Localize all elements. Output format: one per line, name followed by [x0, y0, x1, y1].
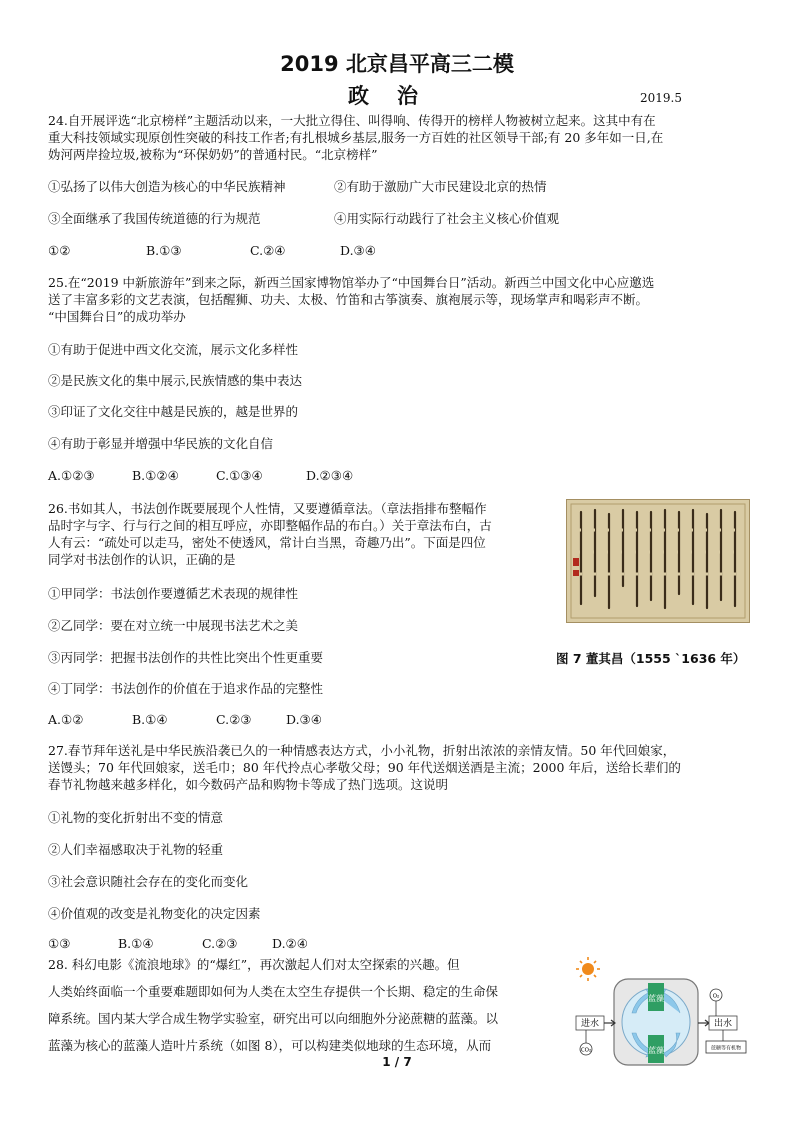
o2-label: O₂ [712, 993, 720, 1000]
exam-title: 2019 北京昌平高三二模 [280, 52, 514, 76]
q25-choice-b: B.①②④ [132, 468, 179, 483]
q24-item: ③全面继承了我国传统道德的行为规范 [48, 211, 261, 226]
artificial-leaf-diagram [566, 955, 752, 1067]
q27-item: ①礼物的变化折射出不变的情意 [48, 810, 224, 825]
q25-item: ①有助于促进中西文化交流，展示文化多样性 [48, 342, 299, 357]
q26-item: ③丙同学：把握书法创作的共性比突出个性更重要 [48, 650, 324, 665]
q25-item: ④有助于彰显并增强中华民族的文化自信 [48, 436, 274, 451]
q26-choice-b: B.①④ [132, 712, 168, 727]
q28-stem-line: 障系统。国内某大学合成生物学实验室，研究出可以向细胞外分泌蔗糖的蓝藻。以 [48, 1011, 499, 1026]
q24-stem-line: 24.自开展评选“北京榜样”主题活动以来，一大批立得住、叫得响、传得开的榜样人物被树立起来。这其中有在 [48, 113, 656, 128]
q27-choice-d: D.②④ [272, 936, 308, 951]
q27-item: ③社会意识随社会存在的变化而变化 [48, 874, 249, 889]
q28-stem-line: 28. 科幻电影《流浪地球》的“爆红”，再次激起人们对太空探索的兴趣。但 [48, 957, 460, 972]
q26-item: ②乙同学：要在对立统一中展现书法艺术之美 [48, 618, 299, 633]
outflow-label: 出水 [713, 1019, 733, 1029]
q25-stem-line: 25.在“2019 中新旅游年”到来之际，新西兰国家博物馆举办了“中国舞台日”活动。新西兰中国文化中心应邀选 [48, 275, 655, 290]
co2-label: CO₂ [580, 1047, 592, 1054]
q24-stem-line: 重大科技领域实现原创性突破的科技工作者;有扎根城乡基层,服务一方百姓的社区领导干部;有 20 多年如一日,在 [48, 130, 664, 145]
q24-item: ②有助于激励广大市民建设北京的热情 [334, 179, 547, 194]
q24-stem-line: 妫河两岸捡垃圾,被称为“环保奶奶”的普通村民。“北京榜样” [48, 147, 378, 162]
exam-date: 2019.5 [640, 91, 682, 105]
calligraphy-painting [566, 499, 750, 623]
q26-choice-a: A.①② [48, 712, 84, 727]
q24-item: ①弘扬了以伟大创造为核心的中华民族精神 [48, 179, 286, 194]
leaf-system-diagram [566, 955, 752, 1067]
calligraphy-icon [567, 500, 749, 622]
q25-stem-line: 送了丰富多彩的文艺表演，包括醒狮、功夫、太极、竹笛和古筝演奏、旗袍展示等，现场掌声和喝彩声不断。 [48, 292, 649, 307]
q24-choice-c: C.②④ [250, 243, 286, 258]
q26-item: ④丁同学：书法创作的价值在于追求作品的完整性 [48, 681, 324, 696]
q27-stem-line: 春节礼物越来越多样化，如今数码产品和购物卡等成了热门选项。这说明 [48, 777, 449, 792]
sun-icon [576, 957, 600, 981]
q25-choice-a: A.①②③ [48, 468, 95, 483]
q24-choice-d: D.③④ [340, 243, 376, 258]
q26-stem-line: 同学对书法创作的认识，正确的是 [48, 552, 236, 567]
q25-choice-c: C.①③④ [216, 468, 263, 483]
q25-stem-line: “中国舞台日”的成功举办 [48, 309, 186, 324]
q27-choice-a: ①③ [48, 936, 71, 951]
q27-item: ④价值观的改变是礼物变化的决定因素 [48, 906, 261, 921]
q28-stem-line: 蓝藻为核心的蓝藻人造叶片系统（如图 8），可以构建类似地球的生态环境，从而 [48, 1038, 492, 1053]
q25-choice-d: D.②③④ [306, 468, 354, 483]
q24-item: ④用实际行动践行了社会主义核心价值观 [334, 211, 560, 226]
q24-choice-a: ①② [48, 243, 71, 258]
q28-stem-line: 人类始终面临一个重要难题即如何为人类在太空生存提供一个长期、稳定的生命保 [48, 984, 499, 999]
q26-item: ①甲同学：书法创作要遵循艺术表现的规律性 [48, 586, 299, 601]
bottom-cyanobacteria-label: 蓝藻 [648, 1046, 664, 1055]
product-label: 蔗糖等有机物 [710, 1045, 742, 1052]
q25-item: ②是民族文化的集中展示,民族情感的集中表达 [48, 373, 302, 388]
q26-choice-d: D.③④ [286, 712, 322, 727]
q24-choice-b: B.①③ [146, 243, 182, 258]
figure-7-caption: 图 7 董其昌（1555 `1636 年） [556, 651, 746, 666]
q26-stem-line: 人有云：“疏处可以走马，密处不使透风，常计白当黑，奇趣乃出”。下面是四位 [48, 535, 486, 550]
q27-choice-c: C.②③ [202, 936, 238, 951]
q27-item: ②人们幸福感取决于礼物的轻重 [48, 842, 224, 857]
q26-choice-c: C.②③ [216, 712, 252, 727]
q26-stem-line: 品时字与字、行与行之间的相互呼应，亦即整幅作品的布白。）关于章法布白，古 [48, 518, 492, 533]
q26-stem-line: 26.书如其人，书法创作既要展现个人性情，又要遵循章法。（章法指排布整幅作 [48, 501, 487, 516]
subject-title: 政治 [348, 84, 446, 108]
q27-stem-line: 27.春节拜年送礼是中华民族沿袭已久的一种情感表达方式，小小礼物，折射出浓浓的亲情友情。50 年代回娘家， [48, 743, 676, 758]
q27-choice-b: B.①④ [118, 936, 154, 951]
q25-item: ③印证了文化交往中越是民族的，越是世界的 [48, 404, 299, 419]
inflow-label: 进水 [580, 1019, 600, 1029]
page-number: 1 / 7 [382, 1055, 412, 1069]
q27-stem-line: 送馒头；70 年代回娘家，送毛巾；80 年代拎点心孝敬父母；90 年代送烟送酒是主流；2000 年后，送给长辈们的 [48, 760, 681, 775]
top-cyanobacteria-label: 蓝藻 [648, 994, 664, 1003]
